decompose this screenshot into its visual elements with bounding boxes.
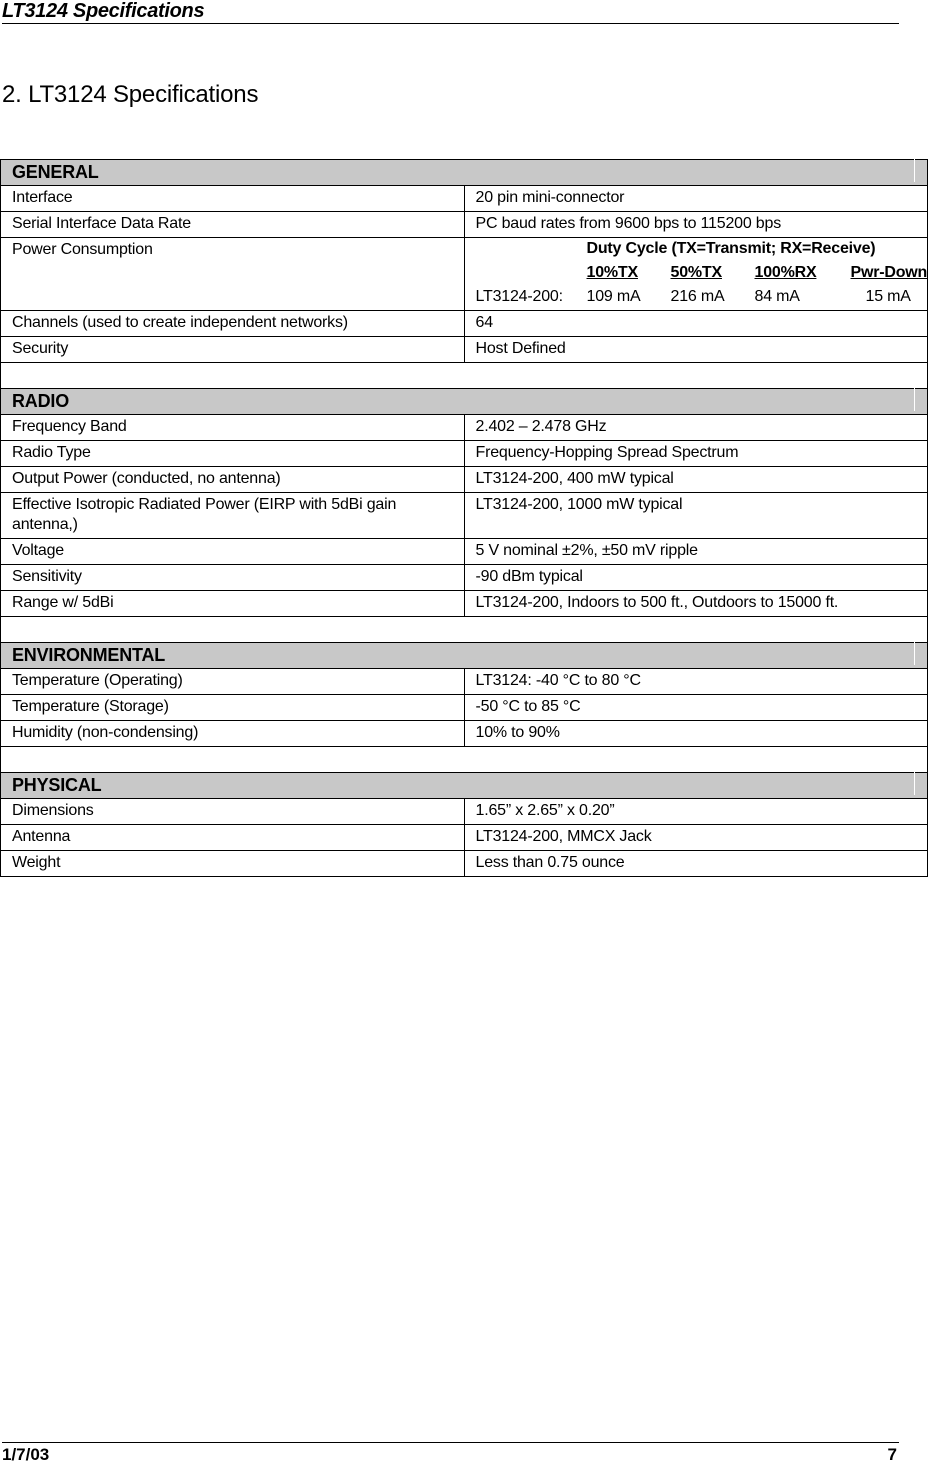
duty-cycle-caption: Duty Cycle (TX=Transmit; RX=Receive) — [586, 240, 876, 257]
spec-label: Interface — [1, 186, 465, 212]
section-title: 2. LT3124 Specifications — [2, 81, 259, 108]
table-row — [1, 493, 928, 539]
table-row — [1, 539, 928, 565]
running-header-title: LT3124 Specifications — [2, 0, 205, 22]
table-row — [1, 415, 928, 441]
specifications-table — [0, 159, 928, 877]
group-title: RADIO — [12, 391, 921, 411]
spec-value: -50 °C to 85 °C — [464, 695, 928, 721]
table-row — [1, 565, 928, 591]
table-row — [1, 467, 928, 493]
power-consumption-grid — [475, 239, 928, 307]
spec-value: LT3124-200, MMCX Jack — [464, 825, 928, 851]
table-row — [1, 851, 928, 877]
group-header-physical — [1, 773, 928, 799]
spec-value: 2.402 – 2.478 GHz — [464, 415, 928, 441]
footer-date: 1/7/03 — [2, 1445, 50, 1464]
duty-column-header: 10%TX — [586, 264, 638, 281]
table-row — [1, 799, 928, 825]
spec-label: Sensitivity — [1, 565, 465, 591]
current-value: 15 mA — [865, 288, 911, 305]
spec-value: LT3124-200, 400 mW typical — [464, 467, 928, 493]
spec-label: Serial Interface Data Rate — [1, 212, 465, 238]
spec-label: Antenna — [1, 825, 465, 851]
spacer-row — [1, 617, 928, 643]
table-row — [1, 669, 928, 695]
spec-label: Temperature (Operating) — [1, 669, 465, 695]
spec-label: Weight — [1, 851, 465, 877]
spec-label: Channels (used to create independent networks) — [1, 311, 465, 337]
duty-column-header: Pwr-Down — [850, 264, 928, 281]
current-value: 109 mA — [586, 288, 641, 305]
spec-value: PC baud rates from 9600 bps to 115200 bps — [464, 212, 928, 238]
table-row — [1, 238, 928, 311]
table-row — [1, 186, 928, 212]
table-row — [1, 311, 928, 337]
spec-label: Temperature (Storage) — [1, 695, 465, 721]
group-title: PHYSICAL — [12, 775, 921, 795]
group-header-general — [1, 160, 928, 186]
model-label: LT3124-200: — [475, 288, 563, 305]
spec-label: Radio Type — [1, 441, 465, 467]
spec-value: 10% to 90% — [464, 721, 928, 747]
running-header — [2, 0, 899, 24]
group-header-environmental — [1, 643, 928, 669]
spec-label: Range w/ 5dBi — [1, 591, 465, 617]
spec-value: 20 pin mini-connector — [464, 186, 928, 212]
spec-label: Dimensions — [1, 799, 465, 825]
table-row — [1, 721, 928, 747]
spec-value: LT3124: -40 °C to 80 °C — [464, 669, 928, 695]
spec-value: -90 dBm typical — [464, 565, 928, 591]
power-consumption-cell — [464, 238, 928, 311]
spec-label: Humidity (non-condensing) — [1, 721, 465, 747]
group-title: GENERAL — [12, 162, 921, 182]
spec-value: 64 — [464, 311, 928, 337]
spec-label: Voltage — [1, 539, 465, 565]
spec-label: Power Consumption — [1, 238, 465, 311]
table-row — [1, 337, 928, 363]
table-row — [1, 825, 928, 851]
spacer-row — [1, 363, 928, 389]
spacer-row — [1, 747, 928, 773]
page-footer — [2, 1442, 899, 1467]
spec-label: Effective Isotropic Radiated Power (EIRP with 5dBi gain antenna,) — [1, 493, 465, 539]
spec-value: Frequency-Hopping Spread Spectrum — [464, 441, 928, 467]
table-row — [1, 591, 928, 617]
current-value: 84 mA — [754, 288, 800, 305]
table-row — [1, 441, 928, 467]
table-row — [1, 695, 928, 721]
spec-label: Security — [1, 337, 465, 363]
spec-value: Less than 0.75 ounce — [464, 851, 928, 877]
duty-column-header: 50%TX — [670, 264, 722, 281]
group-header-radio — [1, 389, 928, 415]
spec-value: 5 V nominal ±2%, ±50 mV ripple — [464, 539, 928, 565]
spec-value: Host Defined — [464, 337, 928, 363]
spec-label: Frequency Band — [1, 415, 465, 441]
spec-value: 1.65” x 2.65” x 0.20” — [464, 799, 928, 825]
duty-column-header: 100%RX — [754, 264, 817, 281]
spec-value: LT3124-200, Indoors to 500 ft., Outdoors to 15000 ft. — [464, 591, 928, 617]
spec-value: LT3124-200, 1000 mW typical — [464, 493, 928, 539]
group-title: ENVIRONMENTAL — [12, 645, 921, 665]
current-value: 216 mA — [670, 288, 725, 305]
spec-label: Output Power (conducted, no antenna) — [1, 467, 465, 493]
page-number: 7 — [887, 1445, 897, 1464]
table-row — [1, 212, 928, 238]
